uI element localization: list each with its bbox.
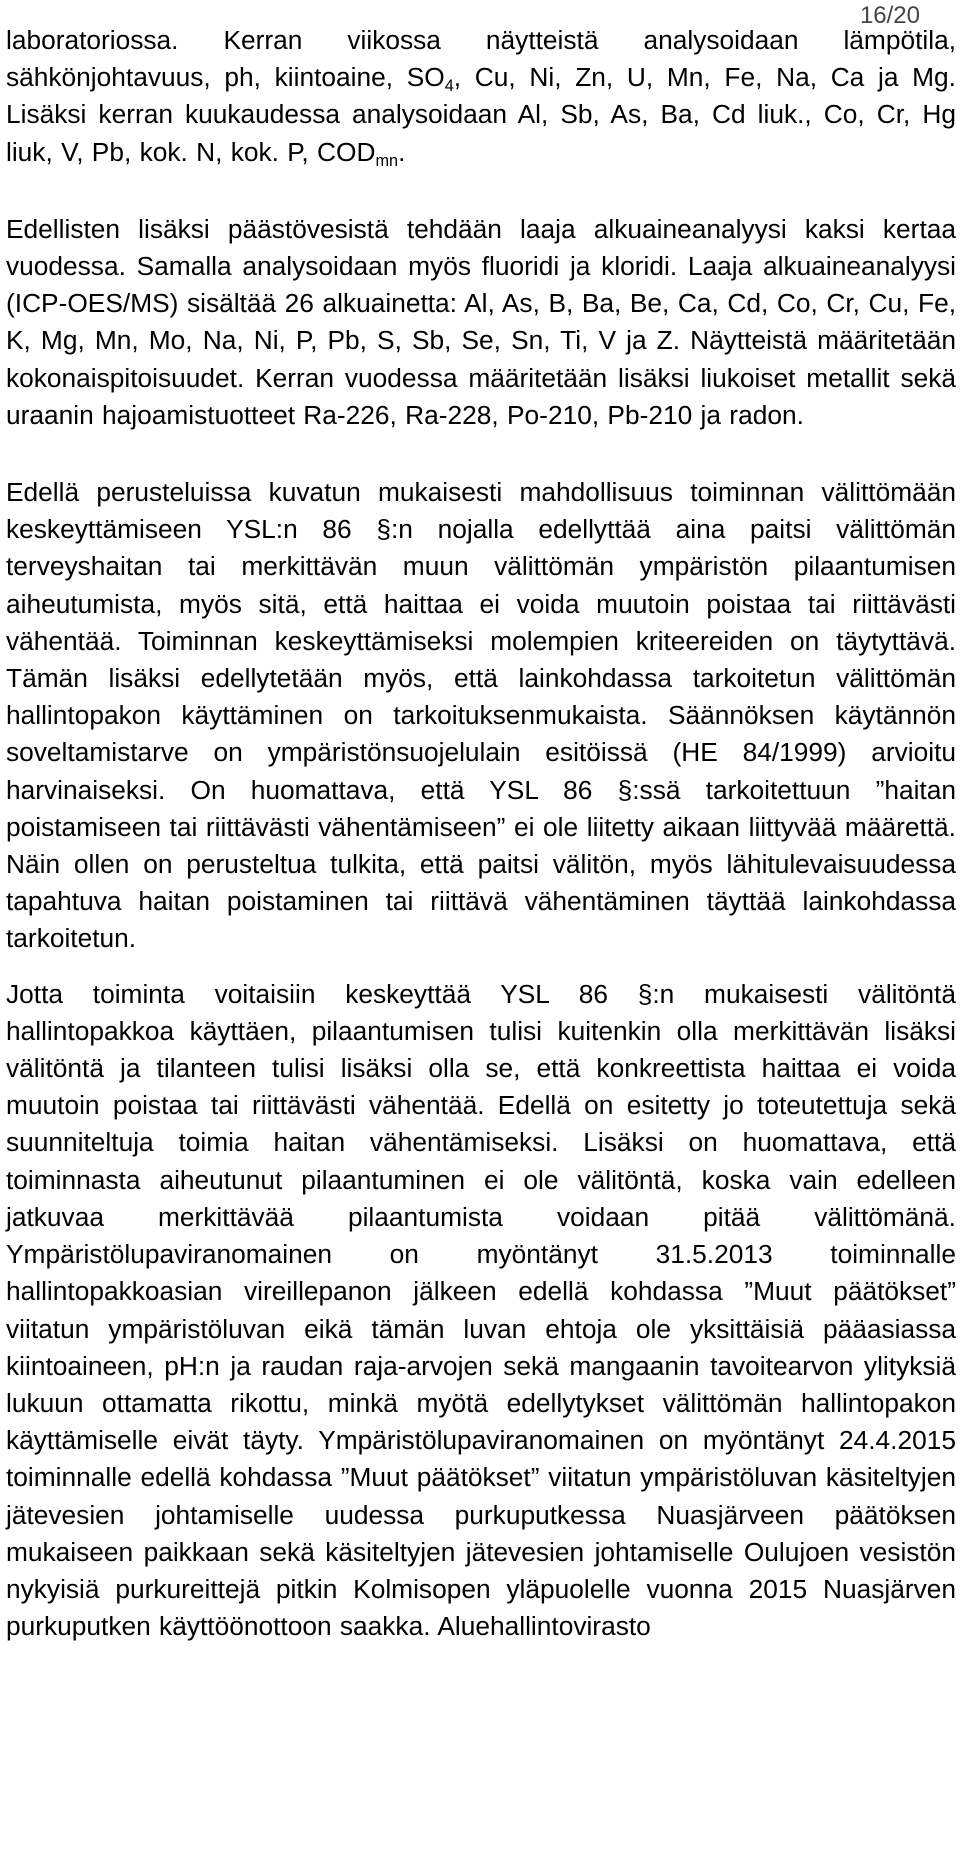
paragraph-spacer — [6, 171, 956, 211]
paragraph-suspension-criteria: Edellä perusteluissa kuvatun mukaisesti mahdollisuus toiminnan välittömään keskeyttämiseen YSL:n 86 §:n nojalla edellyttää aina paitsi välittömän terveyshaitan tai merkittävän muun välittömän ympäristön pilaantumisen aiheutumista, myös sitä, että haittaa ei voida muutoin poistaa tai riittävästi vähentää. Toiminnan keskeyttämiseksi molempien kriteereiden on täytyttävä. Tämän lisäksi edellytetään myös, että lainkohdassa tarkoitetun välittömän hallintopakon käyttäminen on tarkoituksenmukaista. Säännöksen käytännön soveltamistarve on ympäristönsuojelulain esitöissä (HE 84/1999) arvioitu harvinaiseksi. On huomattava, että YSL 86 §:ssä tarkoitettuun ”haitan poistamiseen tai riittävästi vähentämiseen” ei ole liitetty aikaan liittyvää määrettä. Näin ollen on perusteltua tulkita, että paitsi välitön, myös lähitulevaisuudessa tapahtuva haitan poistaminen tai riittävä vähentäminen täyttää lainkohdassa tarkoitetun. — [6, 477, 956, 954]
paragraph-element-analysis: Edellisten lisäksi päästövesistä tehdään laaja alkuaineanalyysi kaksi kertaa vuodessa. Samalla analysoidaan myös fluoridi ja kloridi. Laaja alkuaineanalyysi (ICP-OES/MS) sisältää 26 alkuainetta: Al, As, B, Ba, Be, Ca, Cd, Co, Cr, Cu, Fe, K, Mg, Mn, Mo, Na, Ni, P, Pb, S, Sb, Se, Sn, Ti, V ja Z. Näytteistä määritetään kokonaispitoisuudet. Kerran vuodessa määritetään lisäksi liukoiset metallit sekä uraanin hajoamistuotteet Ra-226, Ra-228, Po-210, Pb-210 ja radon. — [6, 213, 956, 430]
paragraph-spacer — [6, 434, 956, 474]
document-body — [6, 22, 956, 1645]
sulfate-subscript: 4 — [444, 77, 454, 96]
paragraph-lab-analyses — [6, 22, 956, 171]
paragraph-spacer — [6, 958, 956, 976]
paragraph-lab-analyses-text-a: laboratoriossa. Kerran viikossa näytteistä analysoidaan lämpötila, sähkönjohtavuus, ph, kiintoaine, SO — [6, 25, 956, 93]
paragraph-lab-analyses-text-c: . — [398, 136, 406, 167]
paragraph-lab-analyses-text-b: , Cu, Ni, Zn, U, Mn, Fe, Na, Ca ja Mg. Lisäksi kerran kuukaudessa analysoidaan Al, Sb, As, Ba, Cd liuk., Co, Cr, Hg liuk, V, Pb, kok. N, kok. P, COD — [6, 62, 956, 167]
paragraph-administrative-coercion: Jotta toiminta voitaisiin keskeyttää YSL 86 §:n mukaisesti välitöntä hallintopakkoa käyttäen, pilaantumisen tulisi kuitenkin olla merkittävän lisäksi välitöntä ja tilanteen tulisi lisäksi olla se, että konkreettista haittaa ei voida muutoin poistaa tai riittävästi vähentää. Edellä on esitetty jo toteutettuja sekä suunniteltuja toimia haitan vähentämiseksi. Lisäksi on huomattava, että toiminnasta aiheutunut pilaantuminen ei ole välitöntä, koska vain edelleen jatkuvaa merkittävää pilaantumista voidaan pitää välittömänä. Ympäristölupaviranomainen on myöntänyt 31.5.2013 toiminnalle hallintopakkoasian vireillepanon jälkeen edellä kohdassa ”Muut päätökset” viitatun ympäristöluvan eikä tämän luvan ehtoja ole yksittäisiä pääasiassa kiintoaineen, pH:n ja raudan raja-arvojen sekä mangaanin tavoitearvon ylityksiä lukuun ottamatta rikottu, minkä myötä edellytykset välittömän hallintopakon käyttämiselle eivät täyty. Ympäristölupaviranomainen on myöntänyt 24.4.2015 toiminnalle edellä kohdassa ”Muut päätökset” viitatun ympäristöluvan käsiteltyjen jätevesien johtamiselle uudessa purkuputkessa Nuasjärveen päätöksen mukaiseen paikkaan sekä käsiteltyjen jätevesien johtamiselle Oulujoen vesistön nykyisiä purkureittejä pitkin Kolmisopen yläpuolelle vuonna 2015 Nuasjärven purkuputken käyttöönottoon saakka. Aluehallintovirasto — [6, 978, 956, 1642]
page-number: 16/20 — [859, 2, 920, 29]
cod-subscript: mn — [375, 151, 399, 170]
